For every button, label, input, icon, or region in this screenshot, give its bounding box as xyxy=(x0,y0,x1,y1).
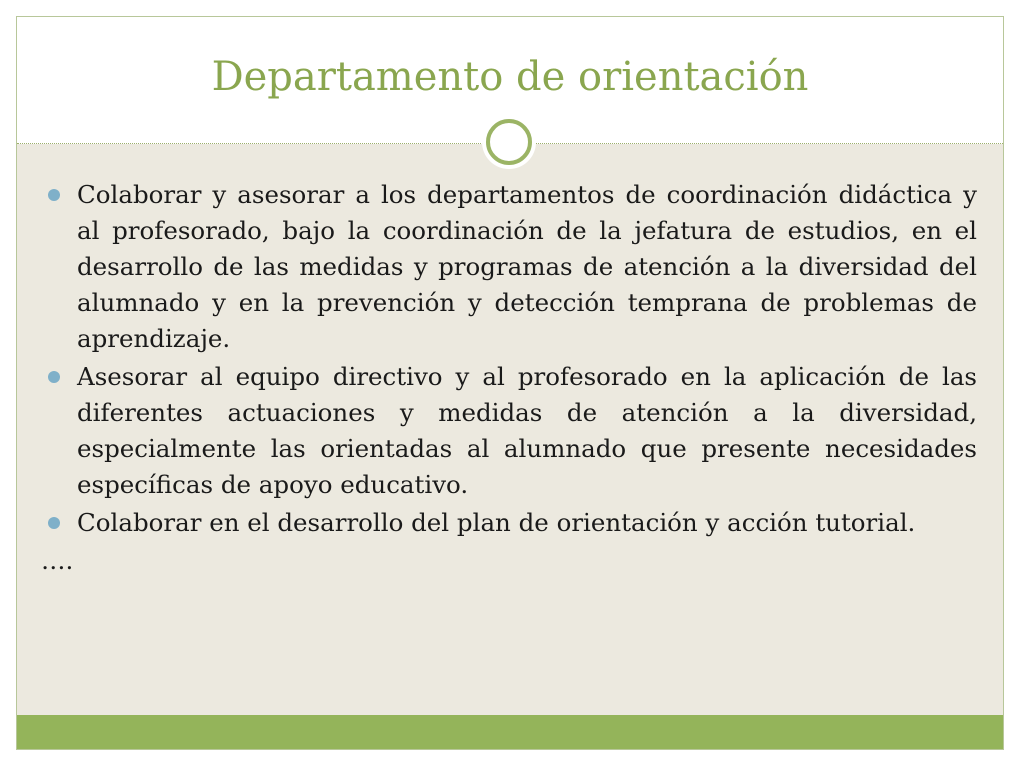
slide-frame xyxy=(16,16,1004,750)
circle-ring-icon xyxy=(482,115,536,169)
bullet-item xyxy=(41,505,977,541)
bullet-text: Colaborar en el desarrollo del plan de orientación y acción tutorial. xyxy=(77,508,916,537)
bullet-dot-icon xyxy=(48,517,60,529)
bullet-text: Asesorar al equipo directivo y al profesorado en la aplicación de las diferentes actuaciones y medidas de atención a la diversidad, especialmente las orientadas al alumnado que presente necesidades específicas de apoyo educativo. xyxy=(77,362,977,499)
slide-title: Departamento de orientación xyxy=(211,54,809,100)
ornament-ring xyxy=(486,119,532,165)
footer-accent-bar xyxy=(17,715,1003,749)
trailing-ellipsis: …. xyxy=(41,546,74,575)
bullet-dot-icon xyxy=(48,189,60,201)
bullet-dot-icon xyxy=(48,371,60,383)
bullet-item xyxy=(41,359,977,503)
slide-body xyxy=(41,177,977,579)
bullet-item xyxy=(41,177,977,357)
bullet-text: Colaborar y asesorar a los departamentos de coordinación didáctica y al profesorado, bajo la coordinación de la jefatura de estudios, en el desarrollo de las medidas y programas de atención a la diversidad del alumnado y en la prevención y detección temprana de problemas de aprendizaje. xyxy=(77,180,977,353)
